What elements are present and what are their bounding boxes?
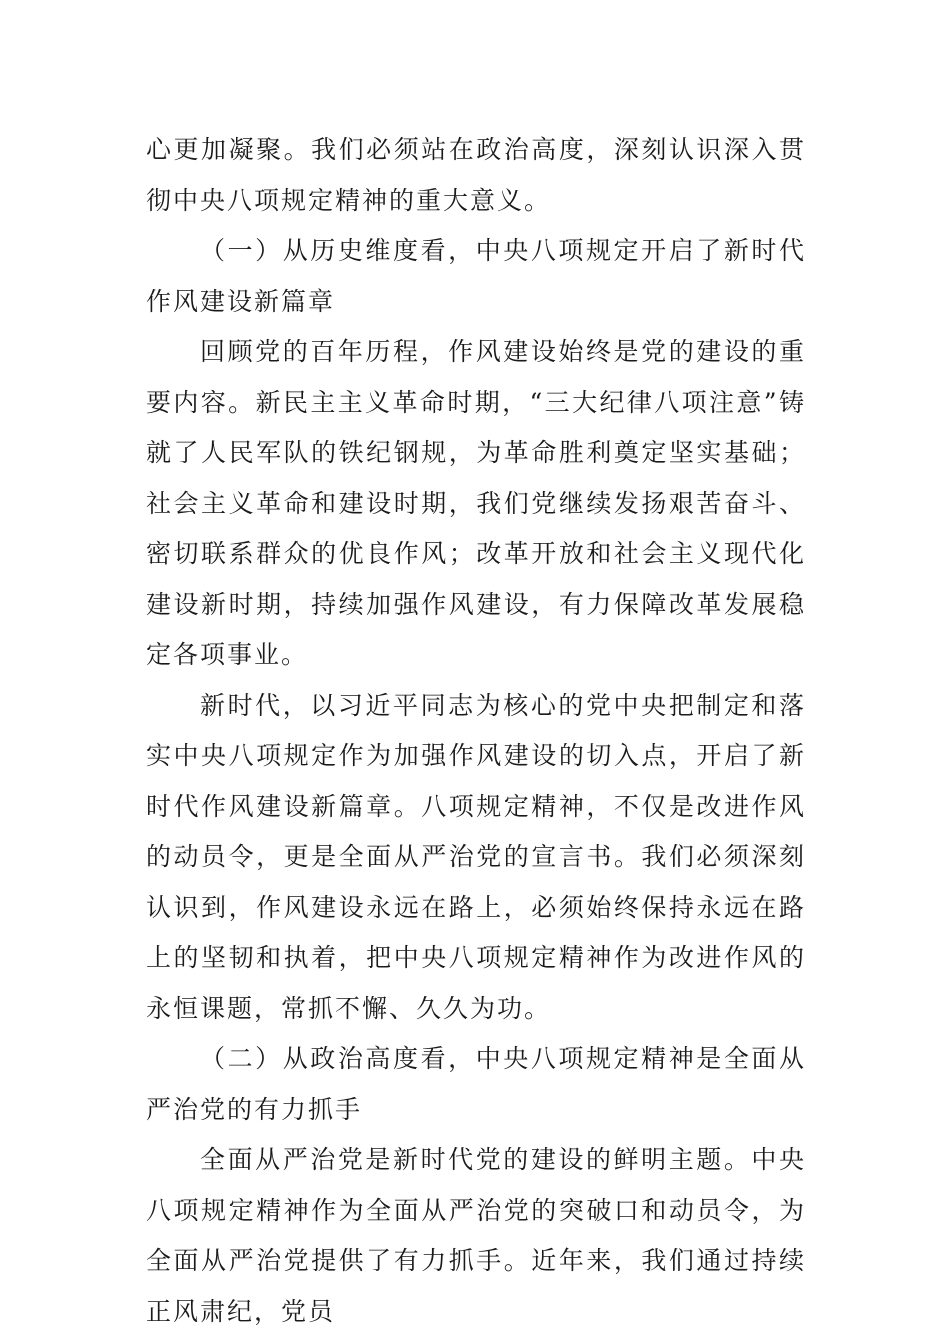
paragraph-history: 回顾党的百年历程，作风建设始终是党的建设的重要内容。新民主主义革命时期，“三大纪律八项注意”铸就了人民军队的铁纪钢规，为革命胜利奠定坚实基础；社会主义革命和建设时期，我们党继续发扬艰苦奋斗、密切联系群众的优良作风；改革开放和社会主义现代化建设新时期，持续加强作风建设，有力保障改革发展稳定各项事业。 (146, 337, 806, 669)
document-body (146, 125, 806, 1337)
paragraph-party-governance: 全面从严治党是新时代党的建设的鲜明主题。中央八项规定精神作为全面从严治党的突破口和动员令，为全面从严治党提供了有力抓手。近年来，我们通过持续正风肃纪，党员 (146, 1145, 806, 1326)
section-heading-2: （二）从政治高度看，中央八项规定精神是全面从严治党的有力抓手 (146, 1044, 806, 1124)
paragraph-new-era: 新时代，以习近平同志为核心的党中央把制定和落实中央八项规定作为加强作风建设的切入点，开启了新时代作风建设新篇章。八项规定精神，不仅是改进作风的动员令，更是全面从严治党的宣言书。我们必须深刻认识到，作风建设永远在路上，必须始终保持永远在路上的坚韧和执着，把中央八项规定精神作为改进作风的永恒课题，常抓不懈、久久为功。 (146, 690, 806, 1023)
paragraph-continuation: 心更加凝聚。我们必须站在政治高度，深刻认识深入贯彻中央八项规定精神的重大意义。 (146, 135, 806, 215)
section-heading-1: （一）从历史维度看，中央八项规定开启了新时代作风建设新篇章 (146, 236, 806, 316)
